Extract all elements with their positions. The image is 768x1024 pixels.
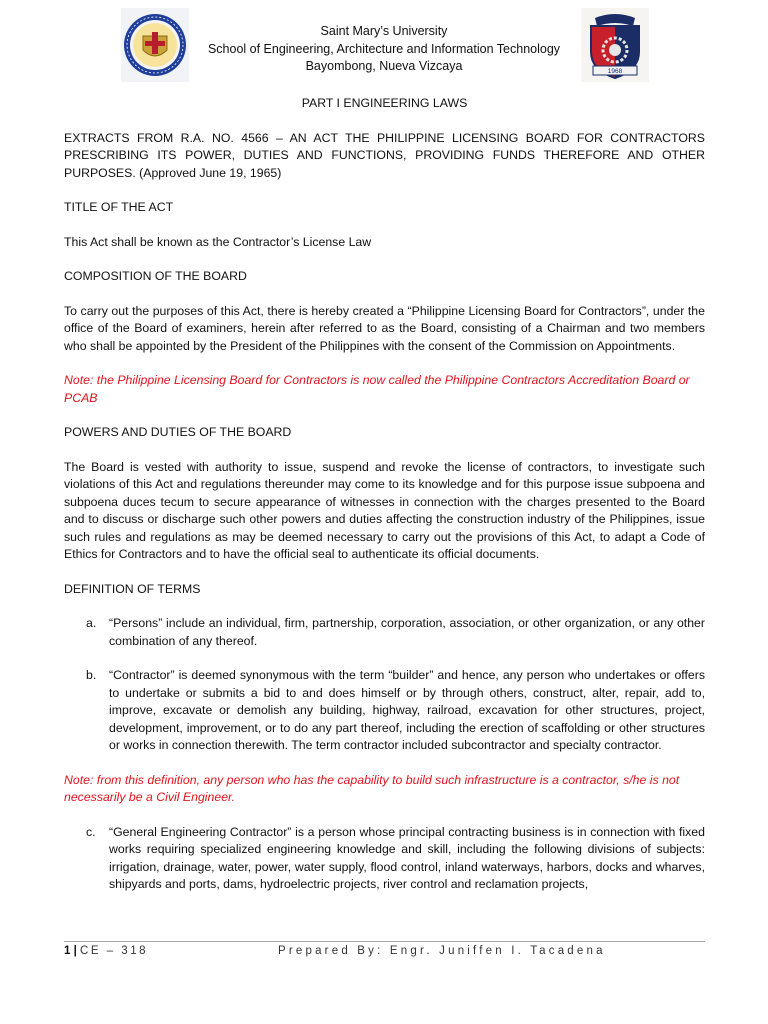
document-body [64,95,705,894]
section-heading-definitions: DEFINITION OF TERMS [64,581,201,596]
section-heading-composition: COMPOSITION OF THE BOARD [64,269,247,283]
document-header [150,23,618,76]
composition-text: To carry out the purposes of this Act, there is hereby created a “Philippine Licensing Board for Contractors”, under the office of the Board of examiners, herein after referred to as the Board, consisting of a Chairman and two members who shall be appointed by the President of the Philippines with the consent of the Commission on Appointments. [64,303,705,353]
section-heading-title: TITLE OF THE ACT [64,200,174,214]
powers-text: The Board is vested with authority to issue, suspend and revoke the license of contractors, to investigate such violations of this Act and regulations thereunder may come to its knowledge and for this purpose issue subpoena and subpoena duces tecum to secure appearance of witnesses in connection with the charges presented to the Board and to discuss or discharge such other powers and duties affecting the construction industry of the Philippines, issue such rules and regulations as may be deemed necessary to carry out the provisions of this Act, to adapt a Code of Ethics for Contractors and to have the official seal to authenticate its official documents. [64,459,705,561]
note-contractor: Note: from this definition, any person who has the capability to build such infrastructure is a contractor, s/he is not necessarily be a Civil Engineer. [64,772,680,804]
university-name: Saint Mary’s University [320,24,448,38]
definition-text: “Contractor” is deemed synonymous with the term “builder” and hence, any person who undertakes or offers to undertake or submits a bid to and does himself or by through others, construct, alter, repair, add to, improve, excavate or demolish any building, highway, railroad, excavation for other structures, project, development, improvement, or to do any part thereof, including the erection of scaffolding or other structures or works in connection therewith. The term contractor included subcontractor and specialty contractor. [109,668,705,752]
definition-text: “General Engineering Contractor” is a person whose principal contracting business is in connection with fixed works requiring specialized engineering knowledge and skill, including the following divisions of subjects: irrigation, drainage, water, power, water supply, flood control, inland waterways, harbors, docks and wharves, shipyards and ports, dams, hydroelectric projects, river control and reclamation projects, [109,824,705,891]
list-marker: c. [86,824,96,839]
prepared-by: Prepared By: Engr. Juniffen I. Tacadena [278,945,606,957]
definition-item-c [64,824,705,894]
footer-separator: | [73,945,77,957]
title-text: This Act shall be known as the Contractor’s License Law [64,234,372,249]
page-footer [64,943,705,959]
part-title: PART I ENGINEERING LAWS [301,96,468,110]
definition-item-b [64,667,705,755]
school-location: Bayombong, Nueva Vizcaya [305,59,463,73]
note-pcab: Note: the Philippine Licensing Board for Contractors is now called the Philippine Contractors Accreditation Board or PCAB [64,373,690,405]
school-name: School of Engineering, Architecture and Information Technology [207,41,561,56]
definition-item-a [64,615,705,650]
footer-divider [64,941,705,942]
page-number: 1 [64,945,71,957]
course-code: CE – 318 [80,945,148,957]
seal-year-text: 1968 [607,68,623,75]
act-intro: EXTRACTS FROM R.A. NO. 4566 – AN ACT THE PHILIPPINE LICENSING BOARD FOR CONTRACTORS PRESCRIBING ITS POWER, DUTIES AND FUNCTIONS, PROVIDING FUNDS THEREFORE AND OTHER PURPOSES. (Approved June 19, 1965) [64,130,705,180]
definition-text: “Persons” include an individual, firm, partnership, corporation, association, or other organization, or any other combination of any thereof. [109,616,705,648]
list-marker: a. [86,616,97,630]
list-marker: b. [86,668,97,682]
section-heading-powers: POWERS AND DUTIES OF THE BOARD [64,425,292,439]
